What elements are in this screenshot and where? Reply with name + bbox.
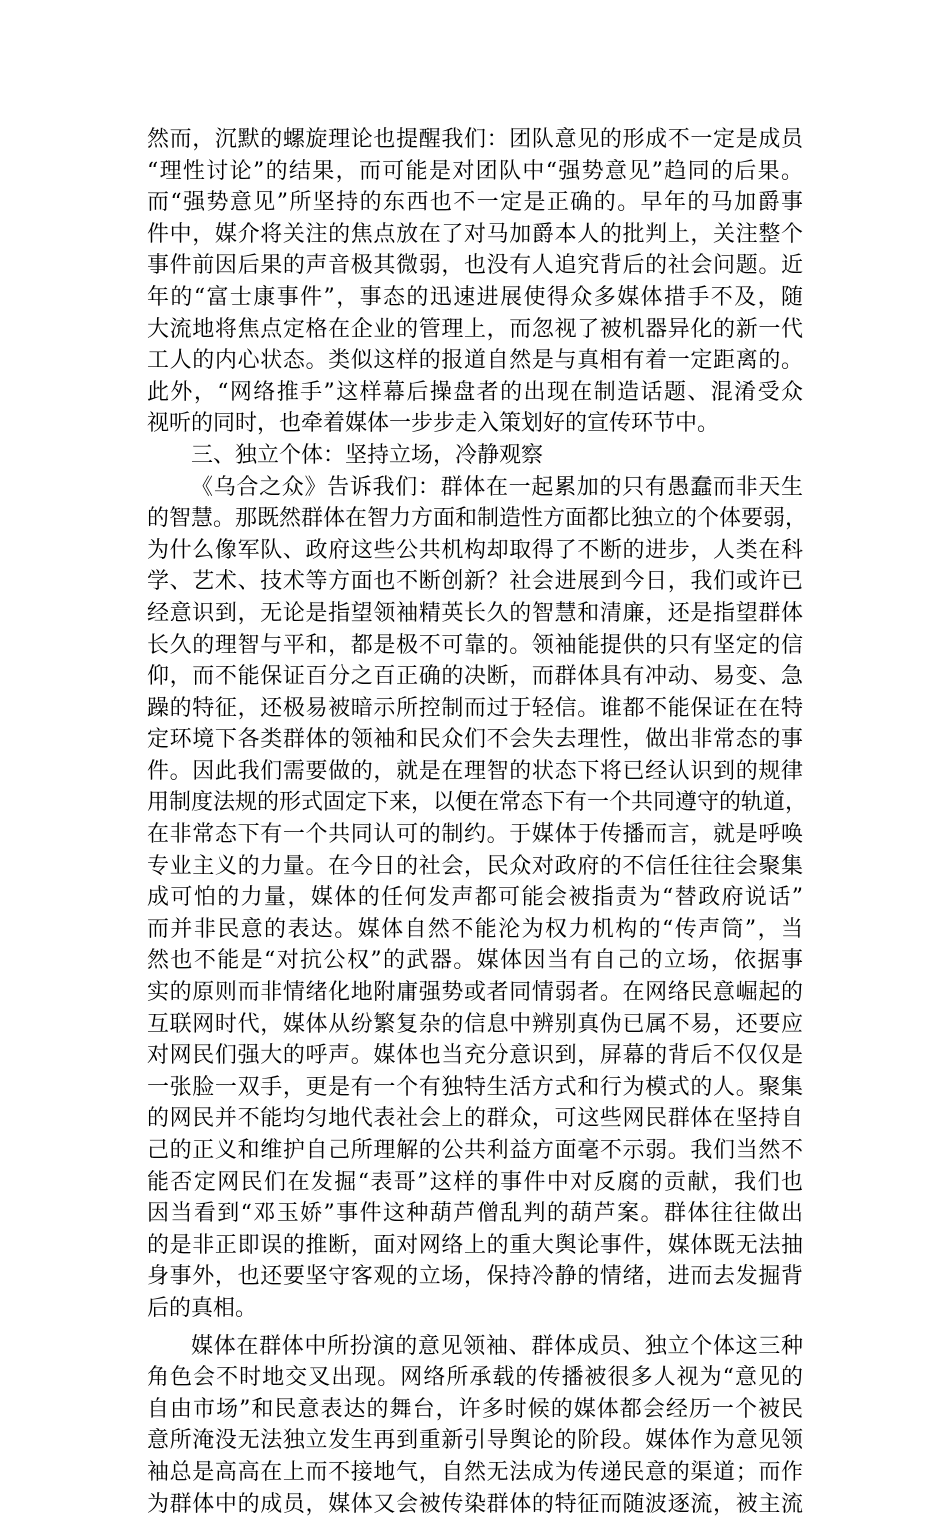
text-line: “理性讨论”的结果，而可能是对团队中“强势意见”趋同的后果。: [147, 158, 803, 184]
text-line: 互联网时代，媒体从纷繁复杂的信息中辨别真伪已属不易，还要应: [147, 1011, 803, 1037]
text-line: 学、艺术、技术等方面也不断创新？社会进展到今日，我们或许已: [147, 569, 803, 595]
text-line: 件。因此我们需要做的，就是在理智的状态下将已经认识到的规律: [147, 758, 803, 784]
text-line: 视听的同时，也牵着媒体一步步走入策划好的宣传环节中。: [147, 411, 720, 437]
text-line: 此外，“网络推手”这样幕后操盘者的出现在制造话题、混淆受众: [147, 379, 803, 405]
text-line: 因当看到“邓玉娇”事件这种葫芦僧乱判的葫芦案。群体往往做出: [147, 1201, 803, 1227]
text-line: 《乌合之众》告诉我们：群体在一起累加的只有愚蠢而非天生: [191, 474, 803, 500]
text-line: 能否定网民们在发掘“表哥”这样的事件中对反腐的贡献，我们也: [147, 1169, 803, 1195]
text-line: 自由市场”和民意表达的舞台，许多时候的媒体都会经历一个被民: [147, 1396, 803, 1422]
text-line: 身事外，也还要坚守客观的立场，保持冷静的情绪，进而去发掘背: [147, 1264, 803, 1290]
text-line: 大流地将焦点定格在企业的管理上，而忽视了被机器异化的新一代: [147, 316, 803, 342]
text-line: 己的正义和维护自己所理解的公共利益方面毫不示弱。我们当然不: [147, 1138, 803, 1163]
text-line: 为群体中的成员，媒体又会被传染群体的特征而随波逐流，被主流: [147, 1491, 803, 1517]
text-line: 件中，媒介将关注的焦点放在了对马加爵本人的批判上，关注整个: [147, 221, 803, 247]
text-line: 的智慧。那既然群体在智力方面和制造性方面都比独立的个体要弱，: [147, 506, 808, 532]
text-line: 定环境下各类群体的领袖和民众们不会失去理性，做出非常态的事: [147, 727, 803, 753]
text-line: 长久的理智与平和，都是极不可靠的。领袖能提供的只有坚定的信: [147, 632, 803, 658]
text-line: 的网民并不能均匀地代表社会上的群众，可这些网民群体在坚持自: [147, 1106, 803, 1132]
text-line: 意所淹没无法独立发生再到重新引导舆论的阶段。媒体作为意见领: [147, 1428, 803, 1454]
text-line: 在非常态下有一个共同认可的制约。于媒体于传播而言，就是呼唤: [147, 822, 803, 848]
text-line: 而并非民意的表达。媒体自然不能沦为权力机构的“传声筒”，当: [147, 916, 803, 942]
text-line: 媒体在群体中所扮演的意见领袖、群体成员、独立个体这三种: [191, 1333, 803, 1359]
section-heading: 三、独立个体：坚持立场，冷静观察: [191, 442, 544, 468]
text-line: 然也不能是“对抗公权”的武器。媒体因当有自己的立场，依据事: [147, 948, 803, 974]
text-line: 年的“富士康事件”，事态的迅速进展使得众多媒体措手不及，随: [147, 284, 803, 310]
text-line: 仰，而不能保证百分之百正确的决断，而群体具有冲动、易变、急: [147, 664, 803, 690]
text-line: 经意识到，无论是指望领袖精英长久的智慧和清廉，还是指望群体: [147, 600, 803, 626]
text-line: 工人的内心状态。类似这样的报道自然是与真相有着一定距离的。: [147, 348, 803, 374]
text-line: 的是非正即误的推断，面对网络上的重大舆论事件，媒体既无法抽: [147, 1232, 803, 1258]
text-line: 然而，沉默的螺旋理论也提醒我们：团队意见的形成不一定是成员: [147, 127, 803, 152]
text-line: 成可怕的力量，媒体的任何发声都可能会被指责为“替政府说话”: [147, 885, 803, 911]
text-line: 为什么像军队、政府这些公共机构却取得了不断的进步，人类在科: [147, 537, 803, 563]
text-line: 躁的特征，还极易被暗示所控制而过于轻信。谁都不能保证在在特: [147, 695, 803, 721]
text-line: 而“强势意见”所坚持的东西也不一定是正确的。早年的马加爵事: [147, 190, 803, 216]
paragraph-3: [147, 1331, 803, 1520]
text-line: 专业主义的力量。在今日的社会，民众对政府的不信任往往会聚集: [147, 853, 803, 879]
paragraph-2: [147, 472, 808, 1325]
text-line: 对网民们强大的呼声。媒体也当充分意识到，屏幕的背后不仅仅是: [147, 1043, 803, 1069]
text-line: 袖总是高高在上而不接地气，自然无法成为传递民意的渠道；而作: [147, 1459, 803, 1485]
paragraph-1: [147, 124, 803, 440]
body-text: [147, 124, 808, 1520]
text-line: 角色会不时地交叉出现。网络所承载的传播被很多人视为“意见的: [147, 1365, 803, 1391]
text-line: 事件前因后果的声音极其微弱，也没有人追究背后的社会问题。近: [147, 253, 803, 279]
text-line: 后的真相。: [147, 1295, 258, 1321]
text-line: 一张脸一双手，更是有一个有独特生活方式和行为模式的人。聚集: [147, 1074, 803, 1100]
text-line: 实的原则而非情绪化地附庸强势或者同情弱者。在网络民意崛起的: [147, 980, 803, 1006]
text-line: 用制度法规的形式固定下来，以便在常态下有一个共同遵守的轨道，: [147, 790, 808, 816]
